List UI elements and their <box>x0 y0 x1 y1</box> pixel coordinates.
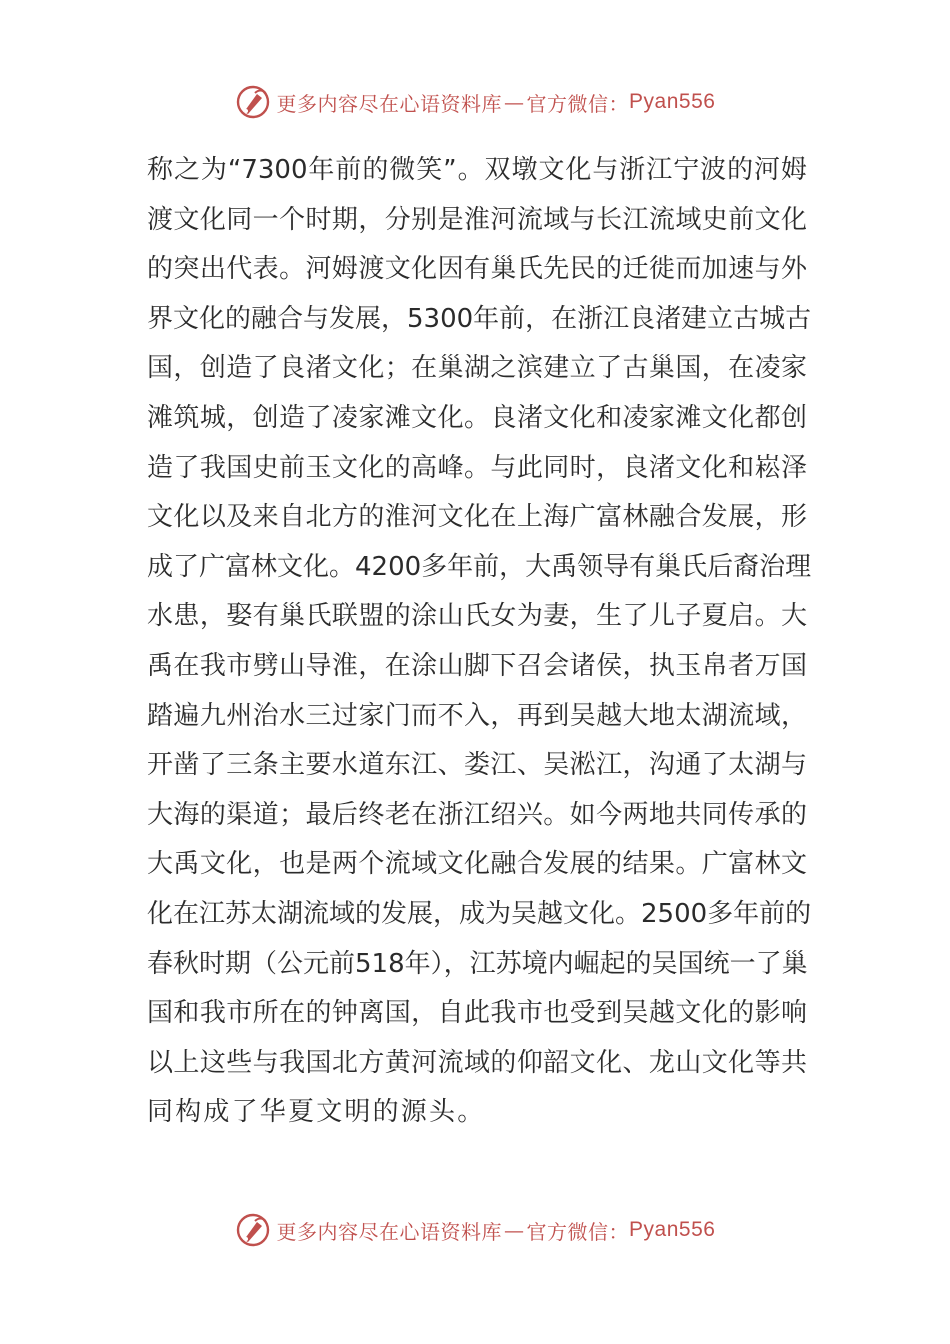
header-site-text: 更多内容尽在心语资料库 <box>276 91 503 116</box>
body-line: 国，创造了良渚文化；在巢湖之滨建立了古巢国，在凌家 <box>147 353 807 384</box>
body-line: 以上这些与我国北方黄河流域的仰韶文化、龙山文化等共 <box>147 1047 807 1078</box>
body-line: 大禹文化，也是两个流域文化融合发展的结果。广富林文 <box>147 849 807 880</box>
body-line: 滩筑城，创造了凌家滩文化。良渚文化和凌家滩文化都创 <box>147 402 807 433</box>
body-line: 成了广富林文化。4200多年前，大禹领导有巢氏后裔治理 <box>147 551 812 582</box>
body-line: 称之为“7300年前的微笑”。双墩文化与浙江宁波的河姆 <box>147 155 807 185</box>
body-line: 大海的渠道；最后终老在浙江绍兴。如今两地共同传承的 <box>147 799 807 830</box>
body-line: 渡文化同一个时期，分别是淮河流域与长江流域史前文化 <box>147 204 807 235</box>
header-banner <box>0 80 950 124</box>
body-line: 界文化的融合与发展，5300年前，在浙江良渚建立古城古 <box>147 303 812 334</box>
header-dash: — <box>504 90 525 114</box>
body-line: 文化以及来自北方的淮河文化在上海广富林融合发展，形 <box>147 502 807 533</box>
body-line: 春秋时期（公元前518年），江苏境内崛起的吴国统一了巢 <box>147 948 808 979</box>
body-line: 化在江苏太湖流域的发展，成为吴越文化。2500多年前的 <box>147 898 812 929</box>
header-wechat-id: Pyan556 <box>629 90 716 113</box>
footer-banner <box>0 1208 950 1252</box>
body-line: 国和我市所在的钟离国，自此我市也受到吴越文化的影响 <box>147 998 807 1029</box>
header-wechat-label: 官方微信： <box>526 91 630 116</box>
body-line: 禹在我市劈山导淮，在涂山脚下召会诸侯，执玉帛者万国 <box>147 650 807 681</box>
body-line: 踏遍九州治水三过家门而不入，再到吴越大地太湖流域， <box>147 700 807 731</box>
body-line: 的突出代表。河姆渡文化因有巢氏先民的迁徙而加速与外 <box>147 254 807 285</box>
footer-site-text: 更多内容尽在心语资料库 <box>276 1219 503 1244</box>
body-line-last: 同构成了华夏文明的源头。 <box>147 1097 486 1128</box>
pen-nib-logo-icon <box>235 1212 271 1248</box>
footer-dash: — <box>504 1218 525 1242</box>
body-line: 开凿了三条主要水道东江、娄江、吴淞江，沟通了太湖与 <box>147 750 807 781</box>
pen-nib-logo-icon <box>235 84 271 120</box>
article-body <box>147 146 812 1138</box>
body-line: 水患，娶有巢氏联盟的涂山氏女为妻，生了儿子夏启。大 <box>147 601 807 632</box>
footer-wechat-label: 官方微信： <box>526 1219 630 1244</box>
body-line: 造了我国史前玉文化的高峰。与此同时，良渚文化和崧泽 <box>147 452 807 483</box>
footer-wechat-id: Pyan556 <box>629 1218 716 1241</box>
